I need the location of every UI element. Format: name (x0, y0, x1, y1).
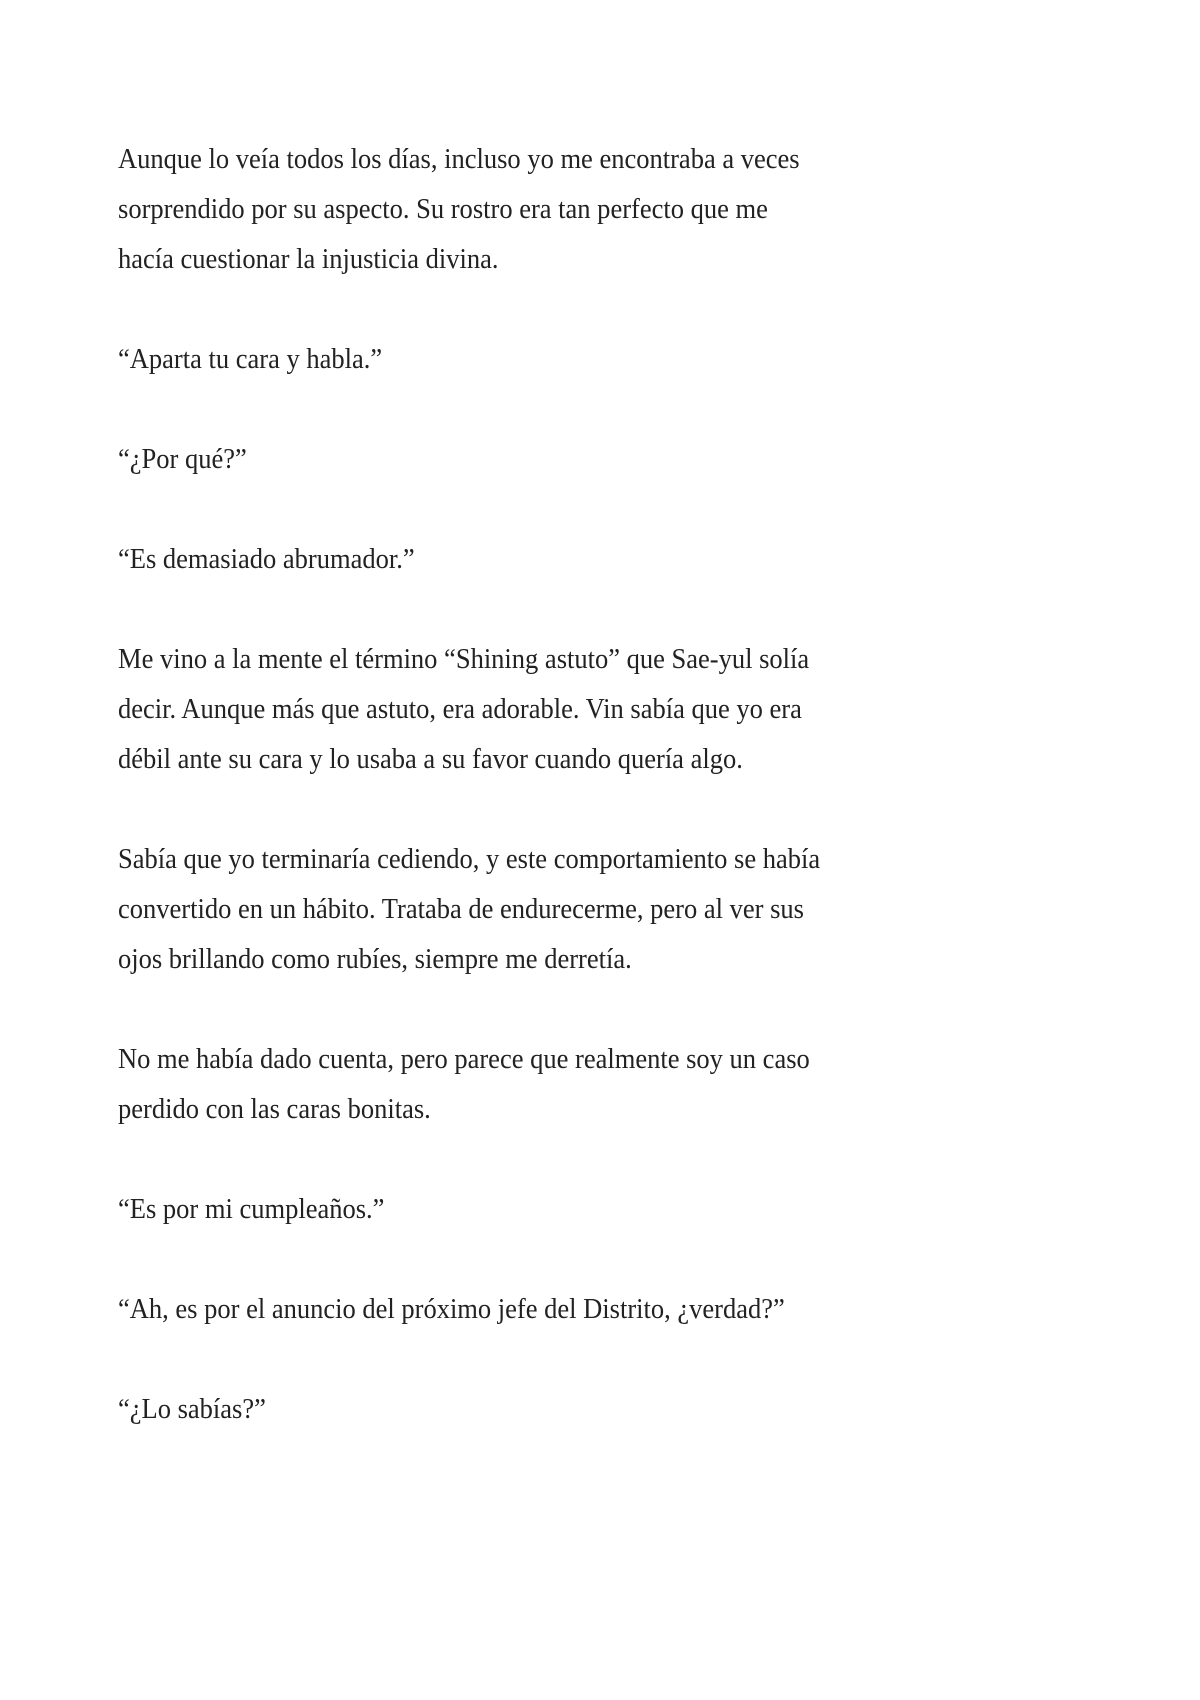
text-line: Sabía que yo terminaría cediendo, y este comportamiento se había (118, 844, 821, 875)
dialogue-paragraph (118, 435, 955, 485)
text-line: hacía cuestionar la injusticia divina. (118, 244, 499, 275)
dialogue-paragraph (118, 1185, 955, 1235)
paragraph (118, 635, 955, 785)
text-line: sorprendido por su aspecto. Su rostro era tan perfecto que me (118, 194, 768, 225)
dialogue-paragraph (118, 535, 955, 585)
text-line: Aunque lo veía todos los días, incluso yo me encontraba a veces (118, 144, 800, 175)
text-line: No me había dado cuenta, pero parece que realmente soy un caso (118, 1044, 810, 1075)
dialogue-paragraph (118, 1385, 955, 1435)
text-line: decir. Aunque más que astuto, era adorable. Vin sabía que yo era (118, 694, 802, 725)
text-line: perdido con las caras bonitas. (118, 1094, 431, 1125)
paragraph (118, 835, 955, 985)
text-line: “Ah, es por el anuncio del próximo jefe del Distrito, ¿verdad?” (118, 1294, 785, 1325)
dialogue-paragraph (118, 335, 955, 385)
text-line: “Aparta tu cara y habla.” (118, 344, 383, 375)
dialogue-paragraph (118, 1285, 955, 1335)
text-line: “¿Por qué?” (118, 444, 247, 475)
document-page (118, 135, 955, 1485)
text-line: “Es por mi cumpleaños.” (118, 1194, 385, 1225)
text-line: débil ante su cara y lo usaba a su favor cuando quería algo. (118, 744, 743, 775)
paragraph (118, 135, 955, 285)
text-line: Me vino a la mente el término “Shining astuto” que Sae-yul solía (118, 644, 810, 675)
paragraph (118, 1035, 955, 1135)
text-line: “¿Lo sabías?” (118, 1394, 266, 1425)
text-line: convertido en un hábito. Trataba de endurecerme, pero al ver sus (118, 894, 804, 925)
text-line: ojos brillando como rubíes, siempre me derretía. (118, 944, 632, 975)
text-line: “Es demasiado abrumador.” (118, 544, 415, 575)
